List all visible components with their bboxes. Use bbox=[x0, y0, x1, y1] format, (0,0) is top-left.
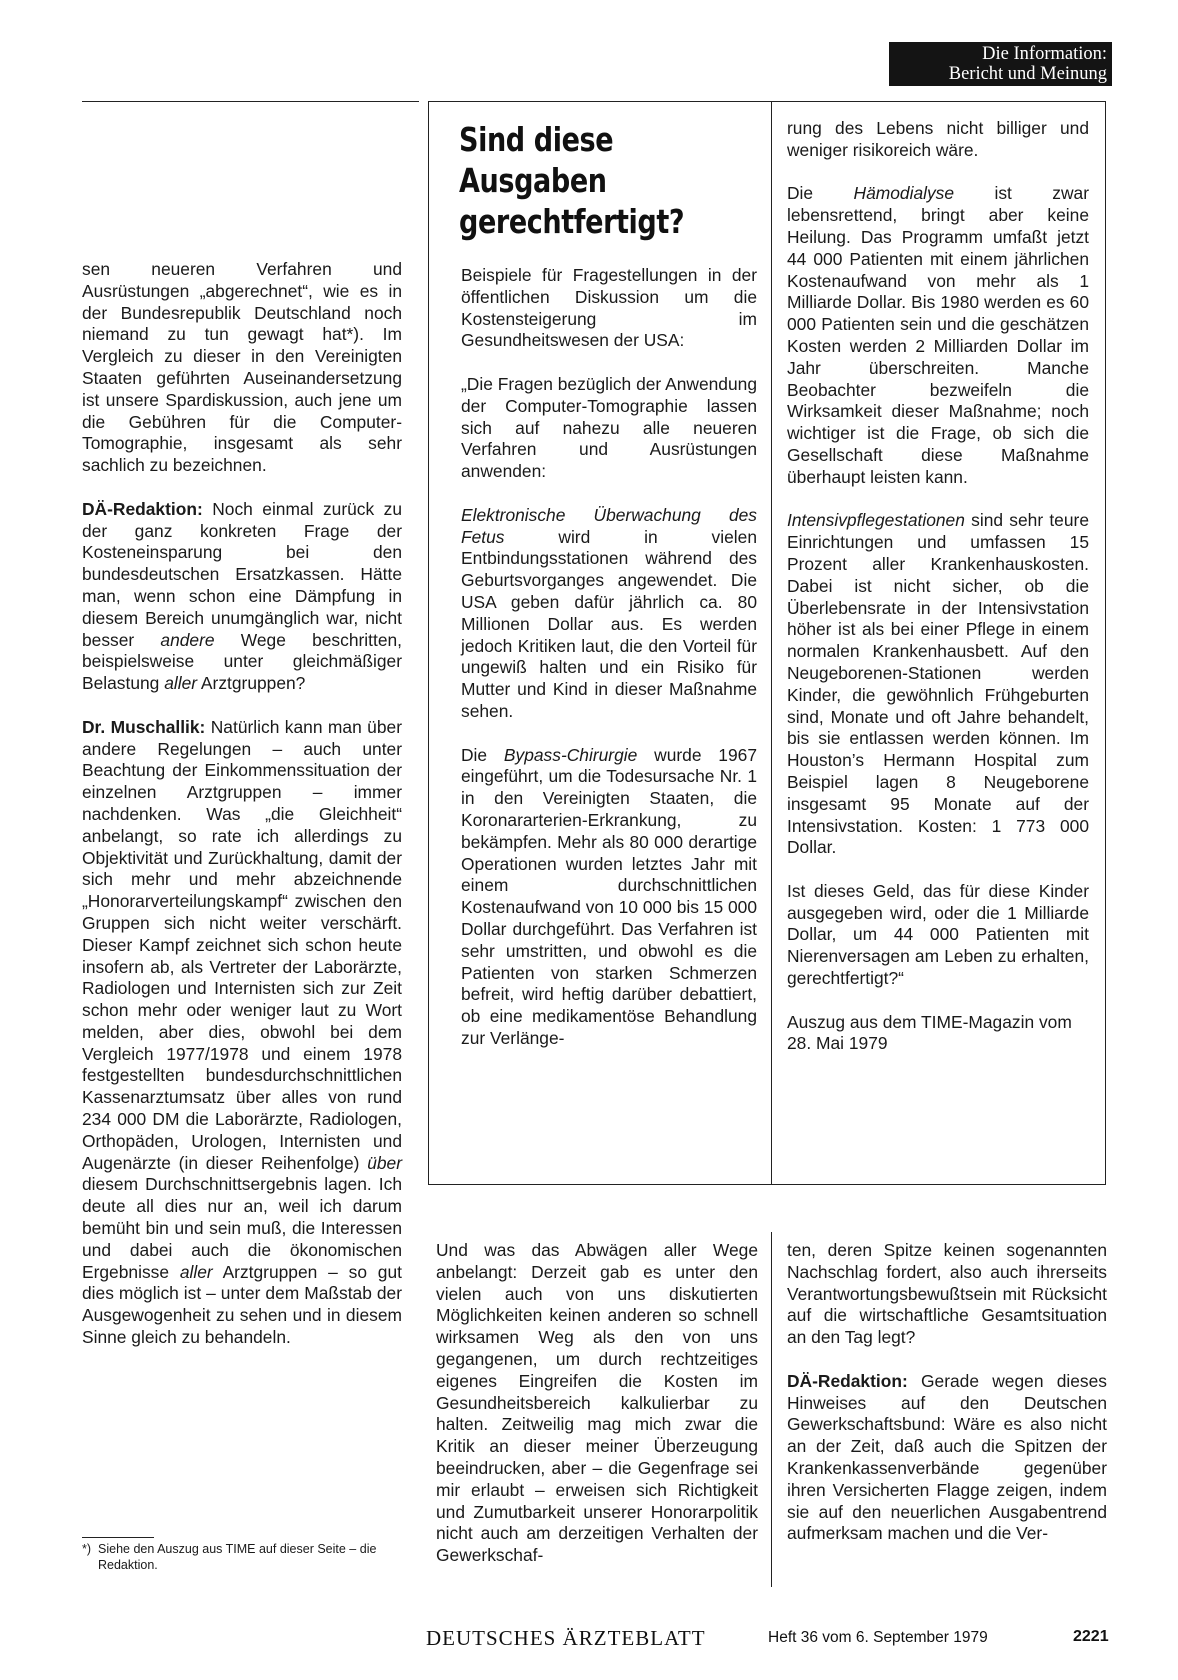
speaker-label: Dr. Muschallik: bbox=[82, 716, 206, 737]
page-number: 2221 bbox=[1073, 1628, 1109, 1645]
sidebar-paragraph: Die Hämodialyse ist zwar lebensrettend, bringt aber keine Heilung. Das Programm umfaßt jetzt 44 000 Patienten mit einem jährlichen Kostenaufwand von mehr als 1 Milliarde Dollar. Bis 1980 werden es 60 000 Patienten sein und die geschätzen Kosten werden 2 Milliarden Dollar im Jahr überschreiten. Manche Beobachter bezweifeln die Wirksamkeit dieser Maßnahme; noch wichtiger ist die Frage, ob sich die Gesellschaft diese Maßnahme überhaupt leisten kann. bbox=[787, 183, 1089, 487]
speaker-label: DÄ-Redaktion: bbox=[82, 498, 203, 519]
footnote-text: Siehe den Auszug aus TIME auf dieser Seite – die Redaktion. bbox=[98, 1542, 377, 1572]
lower-column-divider bbox=[771, 1232, 772, 1587]
interview-paragraph: ten, deren Spitze keinen sogenannten Nachschlag fordert, also auch ihrerseits Verantwortungsbewußtsein mit Rücksicht auf die wirtschaftliche Gesamtsituation an den Tag legt? bbox=[787, 1240, 1107, 1348]
interview-column-2 bbox=[436, 1240, 758, 1567]
interview-paragraph: DÄ-Redaktion: Gerade wegen dieses Hinweises auf den Deutschen Gewerkschaftsbund: Wäre es also nicht an der Zeit, daß auch die Spitzen der Krankenkassenverbände gegenüber ihren Versicherten Flagge zeigen, indem sie auf den neuerlichen Ausgabentrend aufmerksam machen und die Ver- bbox=[787, 1370, 1107, 1544]
column-top-rule bbox=[82, 101, 419, 102]
box-column-divider bbox=[771, 101, 772, 1185]
interview-paragraph: Und was das Abwägen aller Wege anbelangt: Derzeit gab es unter den vielen auch von uns diskutierten Möglichkeiten keinen anderen so schnell wirksamen Weg als den von uns gegangenen, um durch rechtzeitiges eigenes Eingreifen die Kosten im Gesundheitsbereich kalkulierbar zu halten. Zeitweilig mag mich zwar die Kritik an dieser meiner Überzeugung beeindrucken, aber – die Gegenfrage sei mir erlaubt – erweisen sich Richtigkeit und Zumutbarkeit unserer Honorarpolitik nicht auch am derzeitigen Verhalten der Gewerkschaf- bbox=[436, 1240, 758, 1566]
sidebar-title: Sind diese Ausgaben gerechtfertigt? bbox=[459, 120, 685, 241]
sidebar-left-column bbox=[461, 265, 757, 1050]
interview-column-3 bbox=[787, 1240, 1107, 1545]
sidebar-source: Auszug aus dem TIME-Magazin vom 28. Mai 1979 bbox=[787, 1011, 1072, 1054]
speaker-label: DÄ-Redaktion: bbox=[787, 1370, 908, 1391]
journal-name: DEUTSCHES ÄRZTEBLATT bbox=[426, 1626, 706, 1650]
section-label-line2: Bericht und Meinung bbox=[948, 64, 1107, 84]
footnote bbox=[82, 1542, 422, 1573]
sidebar-right-column bbox=[787, 118, 1089, 1055]
footnote-rule bbox=[82, 1537, 154, 1538]
interview-column-1 bbox=[82, 259, 402, 1349]
issue-info: Heft 36 vom 6. September 1979 bbox=[768, 1629, 988, 1646]
sidebar-paragraph: Die Bypass-Chirurgie wurde 1967 eingeführt, um die Todesursache Nr. 1 in den Vereinigten Staaten, die Koronararterien-Erkrankung, zu bekämpfen. Mehr als 80 000 derartige Operationen wurden letztes Jahr mit einem durchschnittlichen Kostenaufwand von 10 000 bis 15 000 Dollar durchgeführt. Das Verfahren ist sehr umstritten, und obwohl es die Patienten von starken Schmerzen befreit, wird heftig darüber debattiert, ob eine medikamentöse Behandlung zur Verlänge- bbox=[461, 744, 757, 1048]
sidebar-quote-start: „Die Fragen bezüglich der Anwendung der Computer-Tomographie lassen sich auf nahezu alle neueren Verfahren und Ausrüstungen anwenden: bbox=[461, 373, 757, 482]
section-label-line1: Die Information: bbox=[982, 44, 1107, 64]
sidebar-paragraph: Elektronische Überwachung des Fetus wird in vielen Entbindungsstationen während des Geburtsvorganges angewendet. Die USA geben dafür jährlich ca. 80 Millionen Dollar aus. Es werden jedoch Kritiken laut, die den Vorteil für ungewiß halten und ein Risiko für Mutter und Kind in dieser Maßnahme sehen. bbox=[461, 504, 757, 721]
interview-paragraph: DÄ-Redaktion: Noch einmal zurück zu der ganz konkreten Frage der Kosteneinsparung bei den bundesdeutschen Ersatzkassen. Hätte man, wenn schon eine Dämpfung in diesem Bereich unumgänglich war, nicht besser andere Wege beschritten, beispielsweise unter gleichmäßiger Belastung aller Arztgruppen? bbox=[82, 498, 402, 694]
sidebar-paragraph: Ist dieses Geld, das für diese Kinder ausgegeben wird, oder die 1 Milliarde Dollar, um 44 000 Patienten mit Nierenversagen am Leben zu erhalten, gerechtfertigt?“ bbox=[787, 880, 1089, 989]
footnote-mark: *) bbox=[82, 1542, 92, 1556]
interview-paragraph: Dr. Muschallik: Natürlich kann man über andere Regelungen – auch unter Beachtung der Einkommenssituation der einzelnen Arztgruppen – immer nachdenken. Was „die Gleichheit“ anbelangt, so rate ich allerdings zu Objektivität und Zurückhaltung, damit der sich mehr und mehr abzeichnende „Honorarverteilungskampf“ zwischen den Gruppen sich nicht weiter verschärft. Dieser Kampf zeichnet sich schon heute insofern ab, als Vertreter der Laborärzte, Radiologen und Internisten sich zur Zeit schon mehr oder weniger laut zu Wort melden, aber dies, obwohl bei dem Vergleich 1977/1978 und einem 1978 festgestellten bundesdurchschnittlichen Kassenarztumsatz über alles von rund 234 000 DM die Laborärzte, Radiologen, Orthopäden, Urologen, Internisten und Augenärzte (in dieser Reihenfolge) über diesem Durchschnittsergebnis lagen. Ich deute all dies nur an, weil ich darum bemüht bin und sein muß, die Interessen und dabei auch die ökonomischen Ergebnisse aller Arztgruppen – so gut dies möglich ist – unter dem Maßstab der Ausgewogenheit zu sehen und in diesem Sinne gleich zu behandeln. bbox=[82, 716, 402, 1348]
interview-paragraph: sen neueren Verfahren und Ausrüstungen „abgerechnet“, wie es in der Bundesrepublik Deutschland noch niemand zu tun gewagt hat*). Im Vergleich zu dieser in den Vereinigten Staaten geführten Auseinandersetzung ist unsere Spardiskussion, auch jene um die Gebühren für die Computer-Tomographie, insgesamt als sehr sachlich zu bezeichnen. bbox=[82, 259, 402, 476]
sidebar-intro: Beispiele für Fragestellungen in der öffentlichen Diskussion um die Kostensteigerung im Gesundheitswesen der USA: bbox=[461, 265, 757, 351]
sidebar-paragraph: rung des Lebens nicht billiger und weniger risikoreich wäre. bbox=[787, 118, 1089, 160]
section-label bbox=[889, 42, 1112, 86]
sidebar-paragraph: Intensivpflegestationen sind sehr teure Einrichtungen und umfassen 15 Prozent aller Krankenhauskosten. Dabei ist nicht sicher, ob die Überlebensrate in der Intensivstation höher ist als bei einer Pflege in einem normalen Krankenhausbett. Auf den Neugeborenen-Stationen werden Kinder, die gewöhnlich Frühgeburten sind, Monate und oft Jahre behandelt, bis sie entlassen werden können. Im Houston’s Hermann Hospital zum Beispiel lagen 8 Neugeborene insgesamt 95 Monate auf der Intensivstation. Kosten: 1 773 000 Dollar. bbox=[787, 510, 1089, 858]
